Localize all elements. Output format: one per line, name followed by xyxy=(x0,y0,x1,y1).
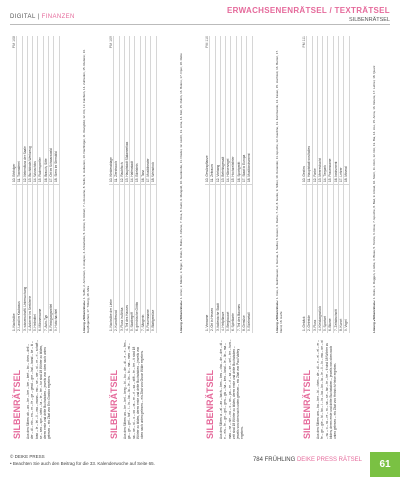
solution-text: 1. Amor, 2. Mäzen, 3. Niger, 4. Diele, 5. Bube, 6. Athene, 7. Diva, 8. Gabi, 9. Mangold, 10. Garderobe, 11. Flieder, 12. Hecht, 13. Lima, 14. Kiel, 15. Rubin, 16. Bolero, 17. Oper, 18. Rebe xyxy=(178,53,183,300)
puzzle-id: PM 111 xyxy=(301,36,306,48)
clue-left: 1. Vorname xyxy=(205,184,209,333)
issue-label-main: 784 FRÜHLING xyxy=(252,457,296,463)
clue-right: 12. Farbe xyxy=(312,168,317,182)
clue-left: 4. Heilpflanze xyxy=(221,184,225,333)
clue-left: 2. Getreide xyxy=(307,184,311,333)
clue-right: 16. Instrument xyxy=(333,161,338,182)
clue-right: 11. Tonmalerei xyxy=(17,161,22,182)
clue-left: 6. Spielkarte xyxy=(232,184,236,333)
clue-left: 7. Zeitabschnitt xyxy=(334,184,338,333)
puzzle-id: PM 109 xyxy=(108,36,113,49)
clue-right: 14. Hühnervogel xyxy=(226,158,231,182)
clue-row xyxy=(119,36,124,333)
clue-left: 4. Ankerrer im Seeklerrie xyxy=(28,184,32,333)
page-subtitle: SILBENRÄTSEL xyxy=(349,17,390,23)
clue-left: 5. Skatbegriff xyxy=(130,184,134,333)
clue-left: 4. Teil des Hauses xyxy=(125,184,129,333)
clue-right: 14. Wunschlos xyxy=(33,161,38,182)
clue-right: 15. Hochzeitsfeier xyxy=(231,156,236,182)
puzzle-title: SILBENRÄTSEL xyxy=(205,369,216,439)
clue-right: 14. Tierpark xyxy=(323,165,328,182)
clue-right: 16. Tanz xyxy=(140,170,145,182)
rotated-content xyxy=(203,30,293,443)
clue-row xyxy=(109,36,114,333)
clue-left: 7. Auto-Typ xyxy=(44,184,48,333)
section-label-finanzen: FINANZEN xyxy=(41,14,75,20)
puzzle-intro: Aus den Silben: ab – an – be – ber – ber – bert – bo – chen – dell – der – di – ein – en – er – fe – ge – gend – gre – hal – hand – ke – ki – kran – le – lei – li – ma – mann – mo – ne – ner – ni – re – ri – schaft – se – sen – spe – stein – ta – te – ter – tur sind 18 Wörter zu bilden, deren erste und dritte Buchstaben – jeweils von oben nach unten gelesen – ein Zitat von Eric Gordon ergeben. xyxy=(26,339,52,439)
clue-right: 13. Buchbinde-Werkzeug xyxy=(27,146,32,182)
clue-row xyxy=(135,36,140,333)
section-label-digital: DIGITAL xyxy=(10,14,36,20)
clue-left: 7. Sängerin xyxy=(140,184,144,333)
puzzle-card xyxy=(107,30,197,443)
clue-left: 8. Gemüse xyxy=(242,184,246,333)
rotated-content xyxy=(107,30,197,443)
solution-title: Lösung »Silbenrätsel«: xyxy=(371,299,376,333)
clue-right: 18. Mineral xyxy=(344,166,349,182)
puzzle-card xyxy=(300,30,390,443)
clue-left: 6. Blume xyxy=(328,184,332,333)
clue-right: 17. Staat in Europa xyxy=(242,154,247,182)
clue-right: 15. Frauenname xyxy=(328,158,333,182)
puzzle-intro: Aus den Silben: an – be – bel – berg – bi – bu – de – di – e – e – fen – ga – ge – gel – hof – i – in – ka – la – le – lin – lo – ma – men – mi – na – ne – ni – o – on – ra – re – ri – sa – stift – te – ter – ti sind 18 Wörter zu bilden, deren erste und dritte Buchstaben – jeweils von oben nach unten gelesen – ein Zitat von Oscar Wilde ergeben. xyxy=(122,339,144,439)
solution-text: 1. Suffix, 2. Armenien, 3. Analyse, 4. Ankerkette, 5. Arznei, 6. Robert, 7. Limousine, 8. Seife, 9. Hutkarton, 10. Nachfolger, 11. Klangbild, 12. Ilm, 13. Falzbein, 14. Zufrieden, 15. Ruderer, 16. Gepflogenheit, 17. Triberg, 18. Mira xyxy=(82,49,90,333)
clue-left: 2. Land im Kaukasus xyxy=(17,184,21,333)
solution-block xyxy=(276,43,284,333)
clue-grid xyxy=(109,36,157,333)
clue-left: 2. Kunstfreund xyxy=(114,184,118,333)
solution-title: Lösung »Silbenrätsel«: xyxy=(178,299,183,333)
clue-left: 9. Blattgemüse xyxy=(151,184,155,333)
clue-left: 3. italienische Stadt xyxy=(216,184,220,333)
section-label xyxy=(10,14,75,20)
rotated-content xyxy=(300,30,390,443)
clue-right: 15. Edelstein xyxy=(135,163,140,182)
clue-right: 13. Meeresbucht xyxy=(317,158,322,182)
clue-left: 7. Teil des Baumes xyxy=(237,184,241,333)
clue-right: 16. Sportgerät xyxy=(237,161,242,182)
clue-left: 9. Vogel xyxy=(344,184,348,333)
clue-left: 4. Kleidungsstück xyxy=(318,184,322,333)
solution-title: Lösung »Silbenrätsel«: xyxy=(275,299,280,333)
clue-left: 6. Männername xyxy=(38,184,42,333)
clue-right: 17. Ort im Schwarzwald xyxy=(49,148,54,182)
clue-left: 3. Fluss xyxy=(313,184,317,333)
puzzle-id: PM 110 xyxy=(205,36,210,48)
page-title: ERWACHSENENRÄTSEL / TEXTRÄTSEL xyxy=(227,6,390,15)
clue-right: 12. Raubfisch xyxy=(119,162,124,182)
clue-grid xyxy=(12,36,60,333)
clue-right: 11. Zierstrauch xyxy=(113,160,118,182)
clue-row xyxy=(114,36,119,333)
solution-text: 1. Keks, 2. Roggen, 3. Elbe, 4. Bluse, 5. Tennis, 6. Rose, 7. Epoche, 8. Bad, 9. Amsel, 10. Stern, 11. Rom, 12. Rot, 13. Bai, 14. Zoo, 15. Anna, 16. Gitarre, 17. Lehrer, 18. Quarz xyxy=(371,65,376,300)
clue-right: 10. Erbfolger xyxy=(12,163,16,182)
header-divider xyxy=(10,24,390,25)
clue-right: 18. Musikinstrument xyxy=(247,153,252,182)
clue-right: 11. Hauptstadt von Italien xyxy=(307,146,312,182)
issue-label xyxy=(253,457,362,463)
puzzle-intro: Aus den Silben: am – ba – ber – bi – chen – de – di – e – ei – el – er – fe – ge – gie – hi – ho – i – in – ka – ko – la – le – li – lo – ma – ne – ni – nu – o – ra – re – ro – sa – se – tar – te – ter – ti sind 18 Wörter zu bilden, deren erste und dritte Buchstaben – jeweils von oben nach unten gelesen – ein Zitat von Heinrich Heine ergeben. xyxy=(315,340,338,439)
clue-right: 17. Lehrer xyxy=(339,167,344,182)
solution-block xyxy=(180,43,184,333)
clue-row xyxy=(130,36,135,333)
puzzle-title: SILBENRÄTSEL xyxy=(301,369,312,439)
solution-text: 1. Ines, 2. Gelnhausen, 3. Genua, 4. Salbei, 5. Essen, 6. Dame, 7. Ast, 8. Gurke, 9. Silber, 10. Koriander, 11. Epoche, 12. Gardine, 13. Kommando, 14. Fasan, 15. Hochzeit, 16. Barren, 17. Irland, 18. Harfe xyxy=(275,50,284,333)
clue-row xyxy=(151,36,156,333)
clue-row xyxy=(125,36,130,333)
clue-right: 10. Gewürzpflanze xyxy=(205,155,210,182)
clue-left: 2. Ort in Hessen xyxy=(211,184,215,333)
rotated-content xyxy=(10,30,100,443)
clue-grid xyxy=(205,36,253,333)
puzzle-intro: Aus den Silben: a – al – an – bach – ben – bes – cha – de – der – di – e – ein – fe – ge – gel – gen – gis – ha – ken – land – le – lin – ma – mas – ne – nie – no – o – on – pa – re – ri – sa – se – sel – ter – tum – zeit sind 18 Wörter zu bilden, deren erste und dritte Buchstaben – jeweils von oben nach unten gelesen – ein Zitat von Paul Valéry ergeben. xyxy=(219,339,245,439)
clue-left: 8. Kurort xyxy=(339,184,343,333)
solution-block xyxy=(83,43,91,333)
clue-row xyxy=(344,36,349,333)
clue-row xyxy=(146,36,151,333)
clue-left: 9. Hutschachtel xyxy=(54,184,58,333)
copyright-text: © DEIKE PRESS xyxy=(10,454,45,459)
clue-left: 9. Edelmetall xyxy=(248,184,252,333)
clue-left: 1. Nachsilbe der Liebe xyxy=(109,184,113,333)
clue-left: 3. wissenschaftl. Untersuchung xyxy=(23,184,27,333)
clue-right: 13. Befehlsgewalt xyxy=(221,156,226,182)
footer-note: • Beachten Sie auch den Beitrag für die 33. Kalenderwoche auf Seite 65. xyxy=(10,461,155,466)
puzzle-card xyxy=(203,30,293,443)
clue-right: 12. Nebenfluss der Saale xyxy=(22,146,27,182)
puzzle-area xyxy=(10,30,390,443)
section-separator: | xyxy=(35,14,42,20)
clue-right: 14. Hafenstadt xyxy=(129,161,134,182)
clue-row xyxy=(54,36,59,333)
clue-left: 5. Bergbauort xyxy=(227,184,231,333)
clue-left: 6. griechische Göttin xyxy=(135,184,139,333)
clue-right: 10. Kleiderablage xyxy=(108,157,113,182)
page-number: 61 xyxy=(370,452,400,477)
clue-right: 10. Gestirn xyxy=(301,166,306,182)
clue-grid xyxy=(302,36,350,333)
page-footer xyxy=(0,452,400,477)
puzzle-id: PM 108 xyxy=(12,36,16,49)
clue-row xyxy=(248,36,253,333)
puzzle-card xyxy=(10,30,100,443)
issue-label-highlight: DEIKE PRESS RÄTSEL xyxy=(296,457,362,463)
puzzle-title: SILBENRÄTSEL xyxy=(108,369,119,439)
clue-right: 13. Hauptstadt Südamerikas xyxy=(124,141,129,182)
clue-right: 17. Musiktheater xyxy=(145,158,150,182)
clue-left: 1. Nachsilbe xyxy=(12,184,16,333)
clue-right: 11. Zeitraum xyxy=(210,164,215,182)
clue-left: 3. Fluss in Afrika xyxy=(119,184,123,333)
solution-block xyxy=(373,43,377,333)
solution-title: Lösung »Silbenrätsel«: xyxy=(82,299,86,333)
puzzle-title: SILBENRÄTSEL xyxy=(12,369,22,439)
clue-right: 18. Weinstock xyxy=(151,162,156,182)
clue-right: 12. Vorhang xyxy=(215,164,220,182)
clue-right: 18. Stern im Sternbild xyxy=(54,151,59,182)
clue-right: 15. Rudersportler xyxy=(38,157,43,182)
clue-right: 16. Brauch, Sitte xyxy=(43,158,48,182)
clue-left: 5. Sportart xyxy=(323,184,327,333)
clue-left: 5. Heilmittel xyxy=(33,184,37,333)
clue-left: 8. Frauenname xyxy=(146,184,150,333)
clue-left: 1. Gebäck xyxy=(302,184,306,333)
clue-left: 8. Reinigungsmittel xyxy=(49,184,53,333)
clue-row xyxy=(140,36,145,333)
